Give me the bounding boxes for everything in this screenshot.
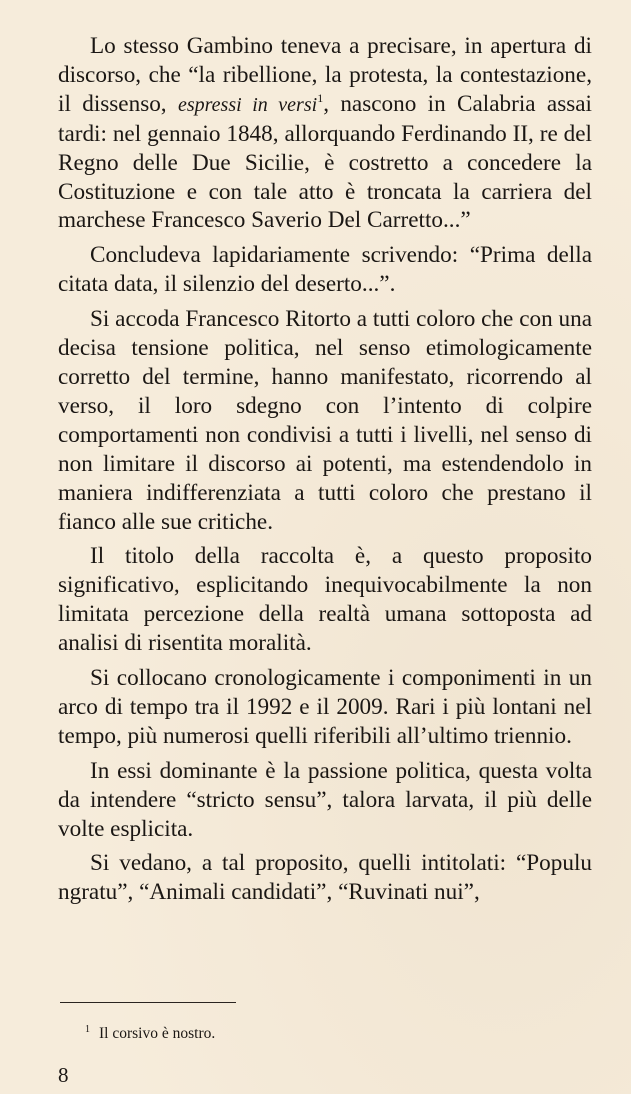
- paragraph-1-italic-text: espressi in versi: [177, 93, 318, 116]
- paragraph-1-text-before: Lo stesso Gambino teneva a precisare, in apertura di discorso, che “la ribellione, la protesta, la contestazione, il dissenso,: [58, 33, 592, 117]
- paragraph-6: In essi dominante è la passione politica, questa volta da intendere “stricto sensu”, talora larvata, il più delle volte esplicita.: [58, 757, 592, 842]
- paragraph-5: Si collocano cronologicamente i componimenti in un arco di tempo tra il 1992 e il 2009. Rari i più lontani nel tempo, più numerosi quelli riferibili all’ultimo triennio.: [58, 665, 592, 749]
- footnote: [85, 1025, 215, 1043]
- paragraph-7: Si vedano, a tal proposito, quelli intitolati: “Populu ngratu”, “Animali candidati”, “Ruvinati nui”,: [58, 850, 592, 906]
- footnote-reference: 1: [317, 90, 324, 105]
- footnote-text: Il corsivo è nostro.: [99, 1025, 216, 1042]
- paragraph-4: Il titolo della raccolta è, a questo proposito significativo, esplicitando inequivocabilmente la non limitata percezione della realtà umana sottoposta ad analisi di risentita moralità.: [58, 543, 592, 657]
- body-text: [58, 32, 592, 913]
- footnote-number: 1: [85, 1024, 90, 1035]
- paragraph-1: [58, 32, 592, 235]
- footnote-divider: [60, 1002, 236, 1003]
- paragraph-1-text-after: , nascono in Calabria assai tardi: nel gennaio 1848, allorquando Ferdinando II, re del Regno delle Due Sicilie, è costretto a concedere la Costituzione e con tale atto è troncata la carriera del marchese Francesco Saverio Del Carretto...”: [58, 90, 592, 234]
- paragraph-2: Concludeva lapidariamente scrivendo: “Prima della citata data, il silenzio del deserto...”.: [58, 242, 592, 298]
- paragraph-3: Si accoda Francesco Ritorto a tutti coloro che con una decisa tensione politica, nel senso etimologicamente corretto del termine, hanno manifestato, ricorrendo al verso, il loro sdegno con l’intento di colpire comportamenti non condivisi a tutti i livelli, nel senso di non limitare il discorso ai potenti, ma estendendolo in maniera indifferenziata a tutti coloro che prestano il fianco alle sue critiche.: [58, 306, 592, 535]
- page-number: 8: [58, 1063, 69, 1087]
